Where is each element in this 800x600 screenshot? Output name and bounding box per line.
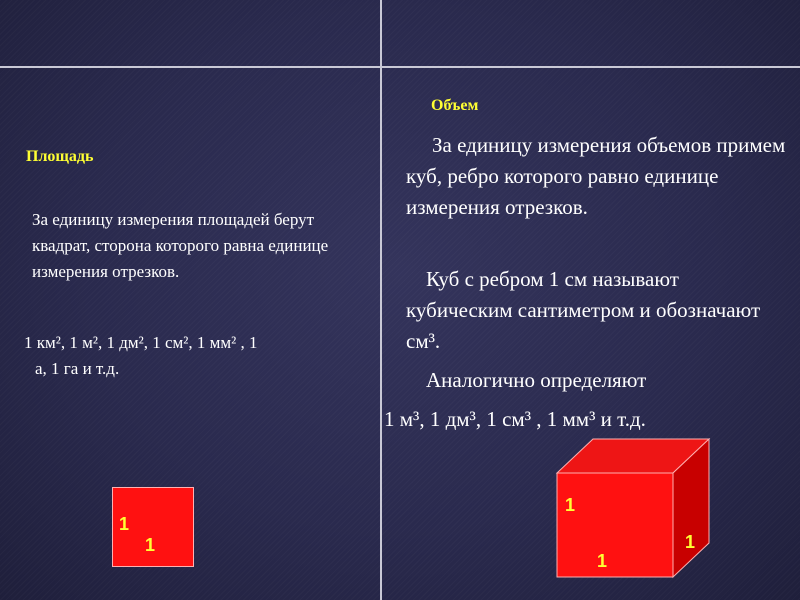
area-units-line-1: 1 км², 1 м², 1 дм², 1 см², 1 мм² , 1	[24, 333, 258, 352]
analogous-text: Аналогично определяют	[426, 368, 647, 392]
cube-edge-label-3: 1	[597, 551, 608, 571]
unit-cube	[555, 437, 715, 582]
volume-definition-text: За единицу измерения объемов примем куб, ребро которого равно единице измерения отрезков.	[406, 133, 786, 219]
vertical-divider	[380, 0, 382, 600]
horizontal-divider	[0, 66, 800, 68]
square-side-label-2: 1	[145, 535, 156, 555]
cube-front-face	[557, 473, 673, 577]
volume-heading: Объем	[431, 97, 479, 114]
area-units-list	[24, 330, 376, 382]
square-side-label-1: 1	[119, 514, 130, 534]
area-heading: Площадь	[26, 148, 94, 165]
cube-edge-label-1: 1	[565, 495, 576, 515]
cubic-centimeter-text: Куб с ребром 1 см называют кубическим сантиметром и обозначают см³.	[406, 267, 761, 353]
volume-units-list: 1 м³, 1 дм³, 1 см³ , 1 мм³ и т.д.	[384, 407, 646, 431]
cube-edge-label-2: 1	[685, 532, 696, 552]
area-definition-text: За единицу измерения площадей берут квадрат, сторона которого равна единице измерения отрезков.	[32, 210, 329, 281]
area-units-line-2: а, 1 га и т.д.	[35, 359, 120, 378]
